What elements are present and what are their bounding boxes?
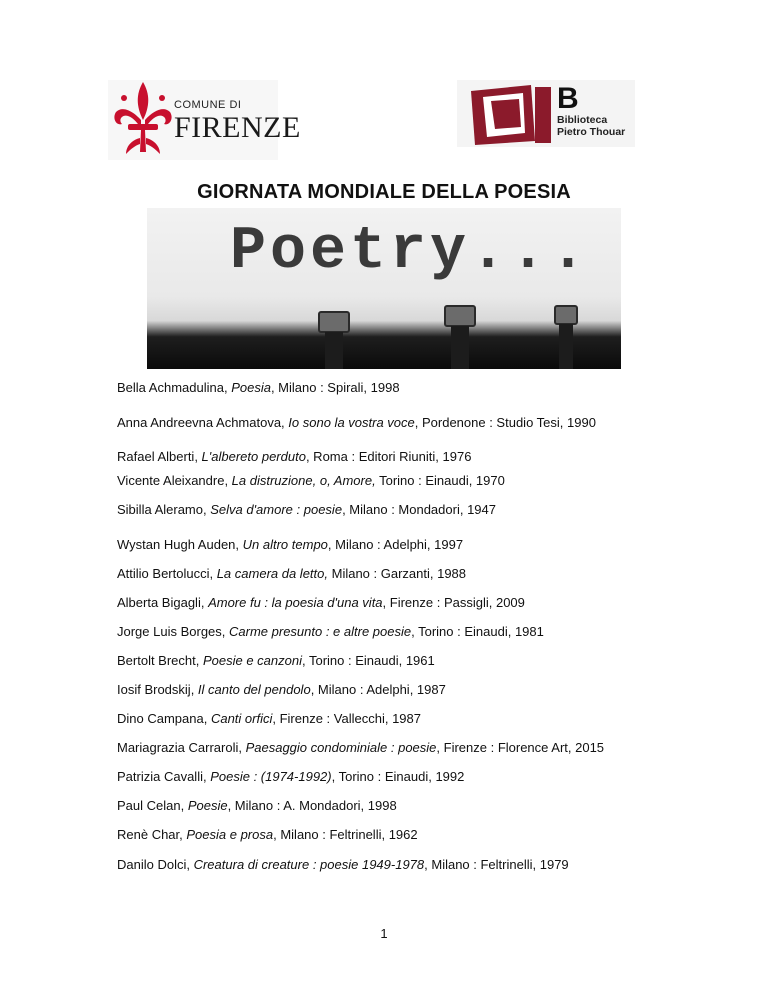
firenze-label: FIRENZE: [174, 111, 301, 144]
list-item: Alberta Bigagli, Amore fu : la poesia d'una vita, Firenze : Passigli, 2009: [117, 595, 525, 610]
banner-word: Poetry...: [230, 218, 591, 286]
list-item: Attilio Bertolucci, La camera da letto, Milano : Garzanti, 1988: [117, 566, 467, 581]
fleur-de-lis-icon: [112, 80, 174, 158]
typewriter-hammers-icon: [147, 208, 621, 369]
biblioteca-label: Biblioteca: [557, 114, 608, 126]
biblioteca-letter: B: [557, 82, 579, 115]
comune-di-label: COMUNE DI: [174, 99, 242, 111]
list-item: Bella Achmadulina, Poesia, Milano : Spirali, 1998: [117, 380, 400, 395]
list-item: Mariagrazia Carraroli, Paesaggio condominiale : poesie, Firenze : Florence Art, 2015: [117, 740, 605, 755]
page-title: GIORNATA MONDIALE DELLA POESIA: [197, 181, 571, 203]
list-item: Wystan Hugh Auden, Un altro tempo, Milano : Adelphi, 1997: [117, 537, 464, 552]
list-item: Anna Andreevna Achmatova, Io sono la vostra voce, Pordenone : Studio Tesi, 1990: [117, 415, 596, 430]
biblioteca-pietro-thouar-logo: [457, 80, 635, 147]
list-item: Jorge Luis Borges, Carme presunto : e altre poesie, Torino : Einaudi, 1981: [117, 624, 544, 639]
poetry-banner-image: [147, 208, 621, 369]
list-item: Paul Celan, Poesie, Milano : A. Mondadori, 1998: [117, 798, 397, 813]
biblioteca-mark-icon: [461, 83, 553, 145]
list-item: Rafael Alberti, L'albereto perduto, Roma : Editori Riuniti, 1976: [117, 449, 472, 464]
list-item: Bertolt Brecht, Poesie e canzoni, Torino : Einaudi, 1961: [117, 653, 435, 668]
list-item: Sibilla Aleramo, Selva d'amore : poesie, Milano : Mondadori, 1947: [117, 502, 496, 517]
list-item: Vicente Aleixandre, La distruzione, o, Amore, Torino : Einaudi, 1970: [117, 473, 505, 488]
comune-di-firenze-logo: [108, 80, 301, 160]
list-item: Renè Char, Poesia e prosa, Milano : Feltrinelli, 1962: [117, 827, 418, 842]
list-item: Iosif Brodskij, Il canto del pendolo, Milano : Adelphi, 1987: [117, 682, 446, 697]
list-item: Dino Campana, Canti orfici, Firenze : Vallecchi, 1987: [117, 711, 421, 726]
list-item: Patrizia Cavalli, Poesie : (1974-1992), Torino : Einaudi, 1992: [117, 769, 465, 784]
page-number: 1: [380, 926, 388, 941]
list-item: Danilo Dolci, Creatura di creature : poesie 1949-1978, Milano : Feltrinelli, 1979: [117, 857, 569, 872]
pietro-thouar-label: Pietro Thouar: [557, 126, 626, 138]
